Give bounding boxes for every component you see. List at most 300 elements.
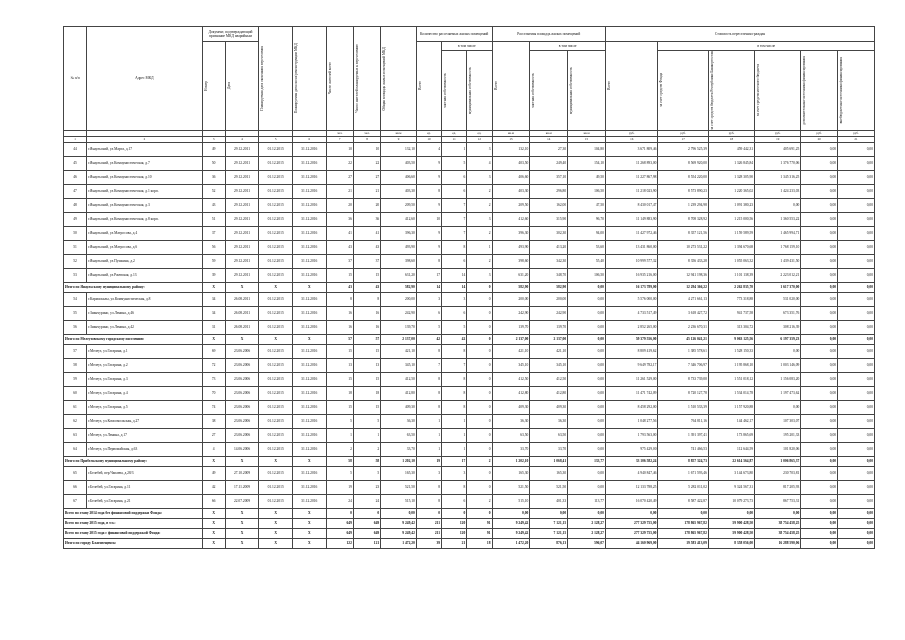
table-cell: 57	[353, 334, 380, 344]
table-cell: 37	[326, 254, 353, 268]
table-cell: 0,00	[838, 226, 875, 240]
table-cell: 0,00	[492, 508, 530, 518]
table-cell: 2 236 670,31	[658, 320, 708, 334]
table-cell: 38 754 458,25	[755, 518, 801, 528]
table-cell: 11 427 972,46	[605, 226, 658, 240]
table-cell: 5	[353, 414, 380, 428]
header-cost-group: Стоимость переселения граждан	[605, 27, 874, 42]
table-cell: 36,30	[381, 414, 417, 428]
table-cell: 0,00	[568, 480, 606, 494]
table-cell: 65	[64, 466, 87, 480]
table-cell: 26.08.2011	[225, 292, 259, 306]
table-cell: 0,00	[838, 442, 875, 456]
table-cell: 9 063 125,56	[708, 334, 754, 344]
table-cell: 2	[467, 456, 492, 466]
table-cell: 1 003 146,09	[755, 358, 801, 372]
table-cell: 230 703,81	[755, 466, 801, 480]
table-cell: 2	[326, 442, 353, 456]
column-number-cell: 14	[530, 136, 568, 142]
table-cell: 43	[202, 198, 225, 212]
table-cell: 8 458 292,00	[605, 400, 658, 414]
table-cell: 0,00	[801, 442, 838, 456]
table-cell: 58	[326, 456, 353, 466]
table-cell: 2	[467, 254, 492, 268]
table-cell: 2	[467, 184, 492, 198]
table-cell: 1 101 138,39	[708, 268, 754, 282]
table-cell: 13	[326, 358, 353, 372]
table-cell: 27	[353, 170, 380, 184]
table-cell: 673 351,76	[755, 306, 801, 320]
table-cell: 242,90	[492, 306, 530, 320]
table-cell: 867 753,31	[755, 494, 801, 508]
table-cell: 63,50	[530, 428, 568, 442]
table-cell: 16 070 420,49	[605, 494, 658, 508]
table-cell: 649	[353, 518, 380, 528]
table-cell: 1	[416, 428, 441, 442]
table-cell: 15	[326, 268, 353, 282]
table-cell: 8	[416, 386, 441, 400]
table-cell: 0,00	[801, 456, 838, 466]
table-cell: 1 006 865,37	[755, 456, 801, 466]
table-cell: 31.12.2016	[292, 400, 326, 414]
table-cell: 49	[202, 466, 225, 480]
table-cell: 5	[326, 414, 353, 428]
table-cell: 8	[353, 292, 380, 306]
table-cell: 412,80	[492, 386, 530, 400]
table-cell: 0,00	[801, 212, 838, 226]
table-cell: 0,00	[801, 226, 838, 240]
address-cell: г.Мелеуз, ул.Гагарина, д.1	[87, 344, 203, 358]
table-cell: 31.12.2016	[292, 254, 326, 268]
total-row	[64, 508, 875, 518]
table-cell: 1 157 920,88	[708, 400, 754, 414]
table-cell: 57	[64, 344, 87, 358]
table-cell: 1 326 845,84	[708, 156, 754, 170]
table-cell: 31.12.2016	[292, 480, 326, 494]
column-number-cell: 1	[64, 136, 87, 142]
table-cell: 0,00	[801, 538, 838, 548]
table-row	[64, 466, 875, 480]
table-cell: 47,50	[568, 198, 606, 212]
table-cell: 0,00	[838, 198, 875, 212]
address-cell: г.Янаульский, ул.Коммунистическая, д.8 корп.	[87, 212, 203, 226]
table-cell: 106,50	[568, 268, 606, 282]
table-cell: 1 768 159,10	[755, 240, 801, 254]
table-cell: X	[225, 528, 259, 538]
table-cell: 01.12.2015	[259, 494, 293, 508]
header-area-group: Расселяемая площадь жилых помещений	[492, 27, 605, 42]
table-cell: 52	[202, 184, 225, 198]
table-cell: 54	[64, 292, 87, 306]
table-cell: 242,90	[381, 306, 417, 320]
table-cell: 0,00	[838, 292, 875, 306]
table-cell: 14.06.2006	[225, 442, 259, 456]
table-cell: 8	[416, 494, 441, 508]
table-cell: 741 466,53	[658, 442, 708, 456]
table-cell: 69	[202, 344, 225, 358]
table-cell: 113,77	[568, 494, 606, 508]
unit-cell: руб.	[708, 130, 754, 136]
table-cell: 2 137,00	[492, 334, 530, 344]
table-cell: 101 820,06	[755, 442, 801, 456]
table-cell: 0	[467, 386, 492, 400]
resettlement-table	[63, 26, 875, 549]
table-cell: 0,00	[838, 184, 875, 198]
table-cell: 10 079 273,73	[708, 494, 754, 508]
table-cell: 70	[202, 386, 225, 400]
table-cell: 6	[416, 306, 441, 320]
table-cell: 0	[467, 320, 492, 334]
table-cell: 0,00	[838, 428, 875, 442]
table-cell: 38	[202, 414, 225, 428]
table-cell: 22	[326, 156, 353, 170]
table-cell: 195 201,33	[755, 428, 801, 442]
table-cell: 120	[442, 518, 467, 528]
table-cell: 15	[353, 268, 380, 282]
table-cell: 406,60	[381, 170, 417, 184]
total-label-cell: Итого по городу Благовещенск:	[64, 538, 203, 548]
table-cell: 3	[467, 142, 492, 156]
address-cell: г.Мелеуз, ул.Гагарина, д.2	[87, 358, 203, 372]
table-row	[64, 170, 875, 184]
table-cell: X	[202, 528, 225, 538]
address-cell: г.Янаульский, ул.Коммунистическая, д.3	[87, 198, 203, 212]
table-cell: 0,00	[801, 240, 838, 254]
table-cell: 649	[326, 518, 353, 528]
table-cell: 8	[442, 480, 467, 494]
table-cell: 7	[416, 358, 441, 372]
table-cell: 8 357 121,56	[658, 226, 708, 240]
table-cell: 413,20	[530, 240, 568, 254]
table-cell: 51	[64, 240, 87, 254]
table-cell: X	[225, 282, 259, 292]
unit-cell: кв.м	[492, 130, 530, 136]
table-cell: 112 644,59	[708, 442, 754, 456]
table-cell: 0,00	[755, 198, 801, 212]
table-cell: 0,00	[755, 508, 801, 518]
table-cell: 24	[353, 494, 380, 508]
table-cell: 19	[326, 480, 353, 494]
table-cell: 15	[353, 372, 380, 386]
table-cell: 9 249,42	[381, 518, 417, 528]
table-cell: 144 462,17	[708, 414, 754, 428]
table-cell: 1	[353, 428, 380, 442]
header-area-all: Всего	[492, 42, 530, 131]
table-cell: 16	[353, 320, 380, 334]
table-cell: 106,50	[568, 184, 606, 198]
table-cell: 139,70	[381, 320, 417, 334]
table-cell: 8 809 419,62	[605, 344, 658, 358]
unit-cell: руб.	[801, 130, 838, 136]
table-cell: 0,00	[801, 386, 838, 400]
table-cell: 15	[326, 344, 353, 358]
table-cell: 8	[442, 400, 467, 414]
table-cell: X	[225, 508, 259, 518]
table-cell: 31.12.2016	[292, 466, 326, 480]
header-cost-total: Всего	[605, 42, 658, 131]
table-cell: 9 649 782,17	[605, 358, 658, 372]
report-table-page	[63, 26, 875, 549]
column-number-cell: 8	[353, 136, 380, 142]
table-cell: 1	[442, 442, 467, 456]
table-cell: 0,00	[568, 320, 606, 334]
table-cell: 5	[416, 320, 441, 334]
table-cell: 01.12.2015	[259, 480, 293, 494]
table-cell: 3 671 809,46	[605, 142, 658, 156]
table-cell: 0,00	[801, 466, 838, 480]
table-cell: 60	[64, 386, 87, 400]
table-cell: 403,30	[492, 184, 530, 198]
unit-cell: чел.	[326, 130, 353, 136]
table-cell: 01.12.2015	[259, 372, 293, 386]
table-cell: 1 156 083,20	[755, 372, 801, 386]
table-cell: 29.12.2011	[225, 254, 259, 268]
table-cell: 0,00	[568, 372, 606, 386]
table-cell: X	[225, 456, 259, 466]
table-cell: 165,30	[492, 466, 530, 480]
table-cell: 9	[416, 226, 441, 240]
table-cell: 0,00	[801, 268, 838, 282]
table-cell: 33 106 582,24	[605, 456, 658, 466]
table-cell: 412,80	[530, 386, 568, 400]
table-cell: 16 935 216,00	[605, 268, 658, 282]
table-cell: 421,10	[530, 344, 568, 358]
table-cell: 0,00	[801, 198, 838, 212]
table-cell: 1 793 563,00	[605, 428, 658, 442]
table-cell: 29.12.2011	[225, 142, 259, 156]
table-cell: 0,00	[708, 508, 754, 518]
table-cell: 17.11.2009	[225, 480, 259, 494]
table-cell: 2 137,00	[530, 334, 568, 344]
table-cell: 1 424 233,03	[755, 184, 801, 198]
table-cell: 1 345 316,25	[755, 170, 801, 184]
table-cell: 33,70	[381, 442, 417, 456]
table-cell: 1 202,10	[381, 456, 417, 466]
column-number-cell: 9	[381, 136, 417, 142]
column-number-cell: 13	[492, 136, 530, 142]
table-cell: 1 376 770,06	[755, 156, 801, 170]
table-cell: 582,90	[381, 282, 417, 292]
table-cell: 72	[202, 358, 225, 372]
table-cell: 1 510 533,39	[658, 400, 708, 414]
table-cell: 0,00	[755, 344, 801, 358]
table-cell: 23.06.2006	[225, 372, 259, 386]
table-cell: 55,40	[568, 254, 606, 268]
table-cell: 8 430 017,47	[605, 198, 658, 212]
header-rooms-group: Количество расселяемых жилых помещений	[416, 27, 492, 42]
column-number-cell: 19	[755, 136, 801, 142]
address-cell: г.Янаульский, ул.Коммунистическая, д.7	[87, 156, 203, 170]
header-people-planned: Число жителей планируемых к переселению	[353, 27, 380, 131]
table-cell: 12 294 366,22	[658, 282, 708, 292]
table-cell: 42	[202, 480, 225, 494]
table-cell: 0,00	[838, 306, 875, 320]
table-cell: 0,00	[838, 254, 875, 268]
table-cell: 0,00	[801, 282, 838, 292]
total-row	[64, 456, 875, 466]
table-cell: 165,30	[530, 466, 568, 480]
column-number-cell: 3	[202, 136, 225, 142]
table-cell: 45 126 041,21	[658, 334, 708, 344]
table-cell: 515,10	[492, 494, 530, 508]
table-cell: 0,00	[838, 240, 875, 254]
table-cell: 01.12.2015	[259, 142, 293, 156]
table-cell: 249,40	[530, 156, 568, 170]
table-cell: 31.12.2016	[292, 372, 326, 386]
table-cell: 1 534 014,78	[708, 386, 754, 400]
table-cell: 37	[202, 226, 225, 240]
table-cell: 29.12.2011	[225, 170, 259, 184]
table-cell: 17	[442, 456, 467, 466]
table-cell: 7	[442, 212, 467, 226]
table-cell: 31.12.2016	[292, 184, 326, 198]
table-cell: 15	[326, 372, 353, 386]
table-cell: 0,00	[801, 334, 838, 344]
table-cell: 01.12.2015	[259, 466, 293, 480]
table-cell: 0,00	[838, 508, 875, 518]
table-cell: 398,60	[381, 254, 417, 268]
table-cell: 122	[326, 538, 353, 548]
table-cell: 209,50	[381, 198, 417, 212]
table-cell: 345,10	[492, 358, 530, 372]
unit-cell: кв.м	[530, 130, 568, 136]
table-cell: X	[202, 508, 225, 518]
table-cell: 01.12.2015	[259, 292, 293, 306]
table-cell: 8 720 127,78	[658, 386, 708, 400]
table-cell: 401,33	[530, 494, 568, 508]
header-area-private: частная собственность	[530, 51, 568, 131]
total-label-cell: Итого по Мелеузовскому городскому поселению:	[64, 334, 203, 344]
table-cell: 22 614 564,87	[708, 456, 754, 466]
unit-cell: руб.	[838, 130, 875, 136]
table-cell: 01.12.2015	[259, 226, 293, 240]
table-row	[64, 268, 875, 282]
header-cost-republic: за счет средств бюджета Республики Башкортостан	[708, 51, 754, 131]
table-cell: 0,00	[568, 344, 606, 358]
header-document-group: Документ, подтверждающий признание МКД аварийным	[202, 27, 259, 42]
table-cell: 01.12.2015	[259, 428, 293, 442]
table-cell: 31.12.2016	[292, 428, 326, 442]
table-cell: 3	[467, 212, 492, 226]
table-cell: X	[259, 456, 293, 466]
table-cell: 11 268 893,00	[605, 156, 658, 170]
table-cell: 0,00	[838, 156, 875, 170]
table-cell: 1 671 593,46	[658, 466, 708, 480]
table-cell: 409,30	[492, 400, 530, 414]
table-cell: 17	[416, 268, 441, 282]
table-cell: 0	[467, 334, 492, 344]
table-cell: 58	[353, 456, 380, 466]
address-cell: г.Янаульский, ул.Ржевская, д.13	[87, 268, 203, 282]
table-cell: 773 318,88	[708, 292, 754, 306]
table-cell: 21	[442, 538, 467, 548]
table-cell: 357,10	[530, 170, 568, 184]
column-number-cell: 5	[259, 136, 293, 142]
total-row	[64, 538, 875, 548]
table-cell: 421,10	[492, 344, 530, 358]
table-cell: 764 811,16	[658, 414, 708, 428]
table-cell: 412,50	[381, 372, 417, 386]
table-cell: 0,00	[801, 254, 838, 268]
table-cell: 6	[442, 170, 467, 184]
table-cell: 91	[467, 518, 492, 528]
table-cell: 23.06.2006	[225, 344, 259, 358]
table-row	[64, 480, 875, 494]
address-cell: г.Янаульский, ул.Коммунистическая, д.10	[87, 170, 203, 184]
table-row	[64, 184, 875, 198]
header-planned-end: Планируемая дата окончания переселения	[259, 27, 293, 131]
table-cell: 63	[64, 428, 87, 442]
table-cell: 3	[416, 466, 441, 480]
table-cell: 0,00	[838, 414, 875, 428]
table-cell: 649	[326, 528, 353, 538]
table-cell: 36	[353, 212, 380, 226]
table-cell: 39	[202, 268, 225, 282]
table-cell: 10	[326, 142, 353, 156]
table-cell: 10	[416, 212, 441, 226]
header-people-total: Число жителей всего	[326, 27, 353, 131]
table-cell: 1	[442, 142, 467, 156]
table-cell: 31.12.2016	[292, 344, 326, 358]
table-cell: 209,50	[492, 198, 530, 212]
table-cell: 0	[467, 508, 492, 518]
table-cell: 01.12.2015	[259, 320, 293, 334]
table-cell: 10	[353, 142, 380, 156]
table-cell: 5 576 000,00	[605, 292, 658, 306]
total-label-cell: Всего по этапу 2015 года, в т.ч.:	[64, 518, 203, 528]
table-cell: 8	[442, 386, 467, 400]
table-cell: 0,00	[838, 528, 875, 538]
column-number-cell: 7	[326, 136, 353, 142]
table-cell: 515,10	[381, 494, 417, 508]
table-cell: 27.10.2009	[225, 466, 259, 480]
table-cell: 50	[64, 226, 87, 240]
table-cell: 5	[326, 466, 353, 480]
table-cell: 1 472,20	[381, 538, 417, 548]
table-row	[64, 142, 875, 156]
column-number-cell: 15	[568, 136, 606, 142]
table-row	[64, 292, 875, 306]
table-cell: 01.12.2015	[259, 170, 293, 184]
table-cell: 51	[202, 212, 225, 226]
table-cell: 29.12.2011	[225, 226, 259, 240]
table-cell: 154,10	[568, 156, 606, 170]
table-cell: 0,00	[568, 428, 606, 442]
table-cell: 1 551 018,12	[708, 372, 754, 386]
table-cell: 1	[326, 428, 353, 442]
table-cell: 16	[326, 306, 353, 320]
table-cell: 49	[202, 142, 225, 156]
address-cell: г.Зианчурино, ул.Ленина, д.46	[87, 306, 203, 320]
table-cell: 0,00	[838, 170, 875, 184]
table-cell: 121	[353, 538, 380, 548]
table-cell: 64	[64, 442, 87, 456]
table-cell: 29.12.2011	[225, 240, 259, 254]
table-cell: 7 121,15	[530, 528, 568, 538]
table-cell: 18	[467, 538, 492, 548]
table-cell: 0	[467, 358, 492, 372]
table-cell: 211	[416, 528, 441, 538]
table-cell: 0,00	[568, 292, 606, 306]
header-cost-local: за счет средств местного бюджета	[755, 51, 801, 131]
table-cell: 173 865,69	[708, 428, 754, 442]
table-cell: 582,90	[492, 282, 530, 292]
table-cell: 3 618 427,72	[658, 306, 708, 320]
table-cell: 18	[326, 386, 353, 400]
table-cell: 39	[416, 538, 441, 548]
table-cell: 1 091 380,23	[708, 198, 754, 212]
table-cell: 53,60	[568, 240, 606, 254]
